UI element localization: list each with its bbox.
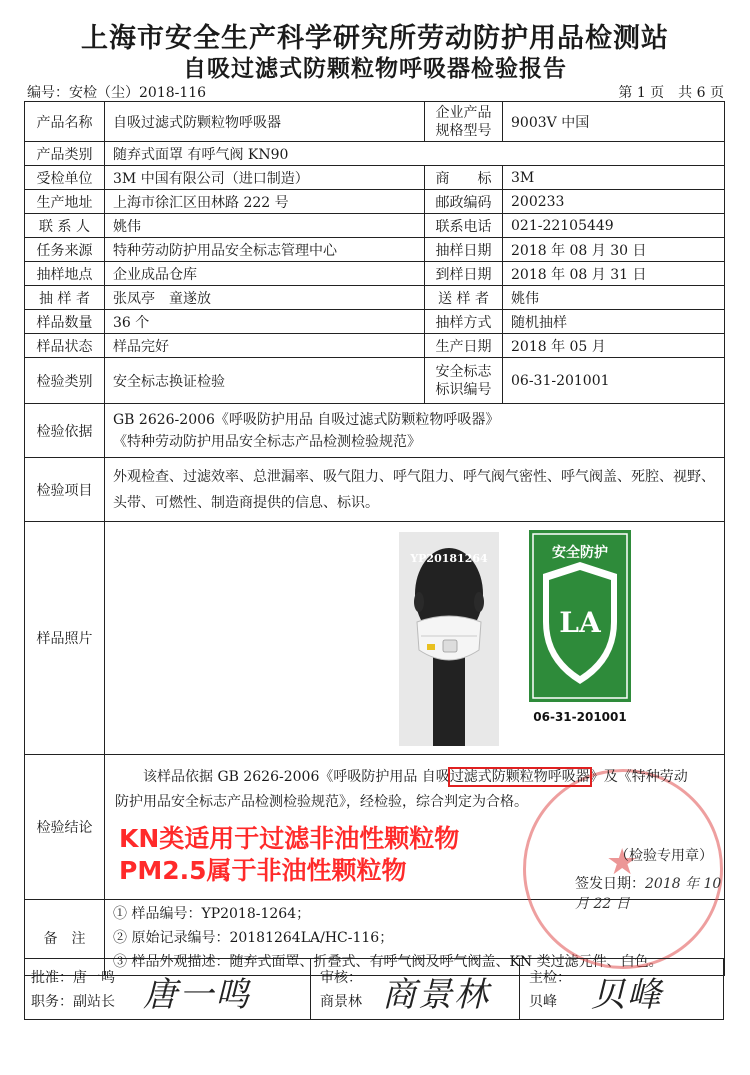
- label-product-category: 产品类别: [25, 142, 105, 166]
- table-row: [25, 522, 725, 755]
- table-row: [25, 166, 725, 190]
- approver-signature: 唐一鸣: [143, 975, 251, 1015]
- table-row: [25, 142, 725, 166]
- org-title: 上海市安全生产科学研究所劳动防护用品检测站: [81, 23, 669, 54]
- value-sampler: 张凤亭 童遂放: [105, 286, 425, 310]
- label-basis: 检验依据: [25, 404, 105, 458]
- value-product-category: 随弃式面罩 有呼气阀 KN90: [105, 142, 725, 166]
- label-sampling-date: 抽样日期: [425, 238, 503, 262]
- table-row: [25, 286, 725, 310]
- inspector-label: 主检：: [529, 970, 571, 986]
- inspector-block: [529, 959, 719, 1019]
- basis-line-1: GB 2626-2006《呼吸防护用品 自吸过滤式防颗粒物呼吸器》: [113, 411, 500, 428]
- label-contact: 联 系 人: [25, 214, 105, 238]
- sign-date-label: 签发日期：: [575, 876, 645, 892]
- stamp-star-icon: ★: [606, 842, 639, 883]
- reviewer-block: [320, 959, 515, 1019]
- basis-line-2: 《特种劳动防护用品安全标志产品检测检验规范》: [113, 433, 421, 450]
- sample-tag: YP20181264: [410, 552, 488, 565]
- label-trademark: 商 标: [425, 166, 503, 190]
- approver-label: 批准：唐一鸣: [31, 970, 115, 986]
- label-conclusion: 检验结论: [25, 755, 105, 900]
- label-task-source: 任务来源: [25, 238, 105, 262]
- label-model: 企业产品规格型号: [425, 102, 503, 142]
- reviewer-signature: 商景林: [382, 975, 490, 1015]
- value-contact: 姚伟: [105, 214, 425, 238]
- sign-date-value: 2018 年 10 月 22 日: [575, 876, 722, 912]
- value-items: 外观检查、过滤效率、总泄漏率、吸气阻力、呼气阻力、呼气阀气密性、呼气阀盖、死腔、视野、头带、可燃性、制造商提供的信息、标识。: [105, 458, 725, 522]
- value-quantity: 36 个: [105, 310, 425, 334]
- value-inspection-type: 安全标志换证检验: [105, 358, 425, 404]
- table-row: [25, 755, 725, 900]
- label-inspection-type: 检验类别: [25, 358, 105, 404]
- table-row: [25, 190, 725, 214]
- conclusion-cell: [105, 755, 725, 912]
- reviewer-label: 审核：: [320, 970, 362, 986]
- value-production-date: 2018 年 05 月: [503, 334, 725, 358]
- value-task-source: 特种劳动防护用品安全标志管理中心: [105, 238, 425, 262]
- value-trademark: 3M: [503, 166, 725, 190]
- table-row: [25, 358, 725, 404]
- badge-code: 06-31-201001: [533, 710, 627, 724]
- label-sampling-method: 抽样方式: [425, 310, 503, 334]
- report-number: 编号：安检（尘）2018-116: [27, 85, 207, 101]
- table-row: [25, 404, 725, 458]
- remark-3: ③ 样品外观描述：随弃式面罩、折叠式、有呼气阀及呼气阀盖、KN 类过滤元件、白色。: [113, 953, 663, 970]
- conclusion-text: [115, 765, 695, 815]
- label-sample-status: 样品状态: [25, 334, 105, 358]
- value-postcode: 200233: [503, 190, 725, 214]
- label-phone: 联系电话: [425, 214, 503, 238]
- photo-cell: [105, 522, 725, 755]
- value-basis: [105, 404, 725, 458]
- page-info: 第 1 页 共 6 页: [618, 85, 724, 101]
- label-photo: 样品照片: [25, 522, 105, 755]
- label-sampling-place: 抽样地点: [25, 262, 105, 286]
- value-sampling-method: 随机抽样: [503, 310, 725, 334]
- divider: [519, 959, 520, 1019]
- reviewer-name: 商景林: [320, 994, 362, 1010]
- sign-date: [575, 873, 724, 913]
- table-row: [25, 310, 725, 334]
- approver-title: 职务：副站长: [31, 994, 115, 1010]
- highlighted-term: 过滤式防颗粒物呼吸器: [449, 769, 590, 785]
- table-row: [25, 334, 725, 358]
- value-product-name: 自吸过滤式防颗粒物呼吸器: [105, 102, 425, 142]
- badge-mark: LA: [559, 606, 601, 639]
- stamp-label: （检验专用章）: [615, 848, 713, 864]
- value-arrival-date: 2018 年 08 月 31 日: [503, 262, 725, 286]
- signature-row: [24, 958, 724, 1020]
- label-production-date: 生产日期: [425, 334, 503, 358]
- label-sender: 送 样 者: [425, 286, 503, 310]
- label-client: 受检单位: [25, 166, 105, 190]
- conclusion-text-a: 该样品依据 GB 2626-2006《呼吸防护用品 自吸: [143, 769, 450, 785]
- value-model: 9003V 中国: [503, 102, 725, 142]
- value-client: 3M 中国有限公司（进口制造）: [105, 166, 425, 190]
- conclusion-text-b: 》及《特种劳动防护用品安全标志产品检测检验规范》，经检验，综合判定为合格。: [115, 769, 688, 810]
- value-phone: 021-22105449: [503, 214, 725, 238]
- table-row: [25, 102, 725, 142]
- label-postcode: 邮政编码: [425, 190, 503, 214]
- table-row: [25, 458, 725, 522]
- badge-top-text: 安全防护: [552, 545, 608, 561]
- red-annotation-1: KN类适用于过滤非油性颗粒物: [119, 824, 460, 853]
- red-annotation-2: PM2.5属于非油性颗粒物: [119, 856, 407, 885]
- label-remarks: 备 注: [25, 900, 105, 976]
- label-arrival-date: 到样日期: [425, 262, 503, 286]
- inspector-name: 贝峰: [529, 994, 557, 1010]
- divider: [310, 959, 311, 1019]
- la-badge: [529, 530, 631, 735]
- inspector-signature: 贝峰: [591, 975, 663, 1015]
- value-sampling-date: 2018 年 08 月 30 日: [503, 238, 725, 262]
- value-address: 上海市徐汇区田林路 222 号: [105, 190, 425, 214]
- value-safety-mark-no: 06-31-201001: [503, 358, 725, 404]
- remark-2: ② 原始记录编号：20181264LA/HC-116；: [113, 929, 394, 946]
- table-row: [25, 214, 725, 238]
- table-row: [25, 238, 725, 262]
- label-product-name: 产品名称: [25, 102, 105, 142]
- report-table: [24, 101, 725, 976]
- label-safety-mark-no: 安全标志标识编号: [425, 358, 503, 404]
- label-items: 检验项目: [25, 458, 105, 522]
- value-sample-status: 样品完好: [105, 334, 425, 358]
- value-sampling-place: 企业成品仓库: [105, 262, 425, 286]
- label-quantity: 样品数量: [25, 310, 105, 334]
- label-address: 生产地址: [25, 190, 105, 214]
- value-sender: 姚伟: [503, 286, 725, 310]
- remark-1: ① 样品编号：YP2018-1264；: [113, 905, 311, 922]
- report-title: 自吸过滤式防颗粒物呼吸器检验报告: [183, 55, 567, 82]
- label-sampler: 抽 样 者: [25, 286, 105, 310]
- table-row: [25, 262, 725, 286]
- approver-block: [31, 959, 301, 1019]
